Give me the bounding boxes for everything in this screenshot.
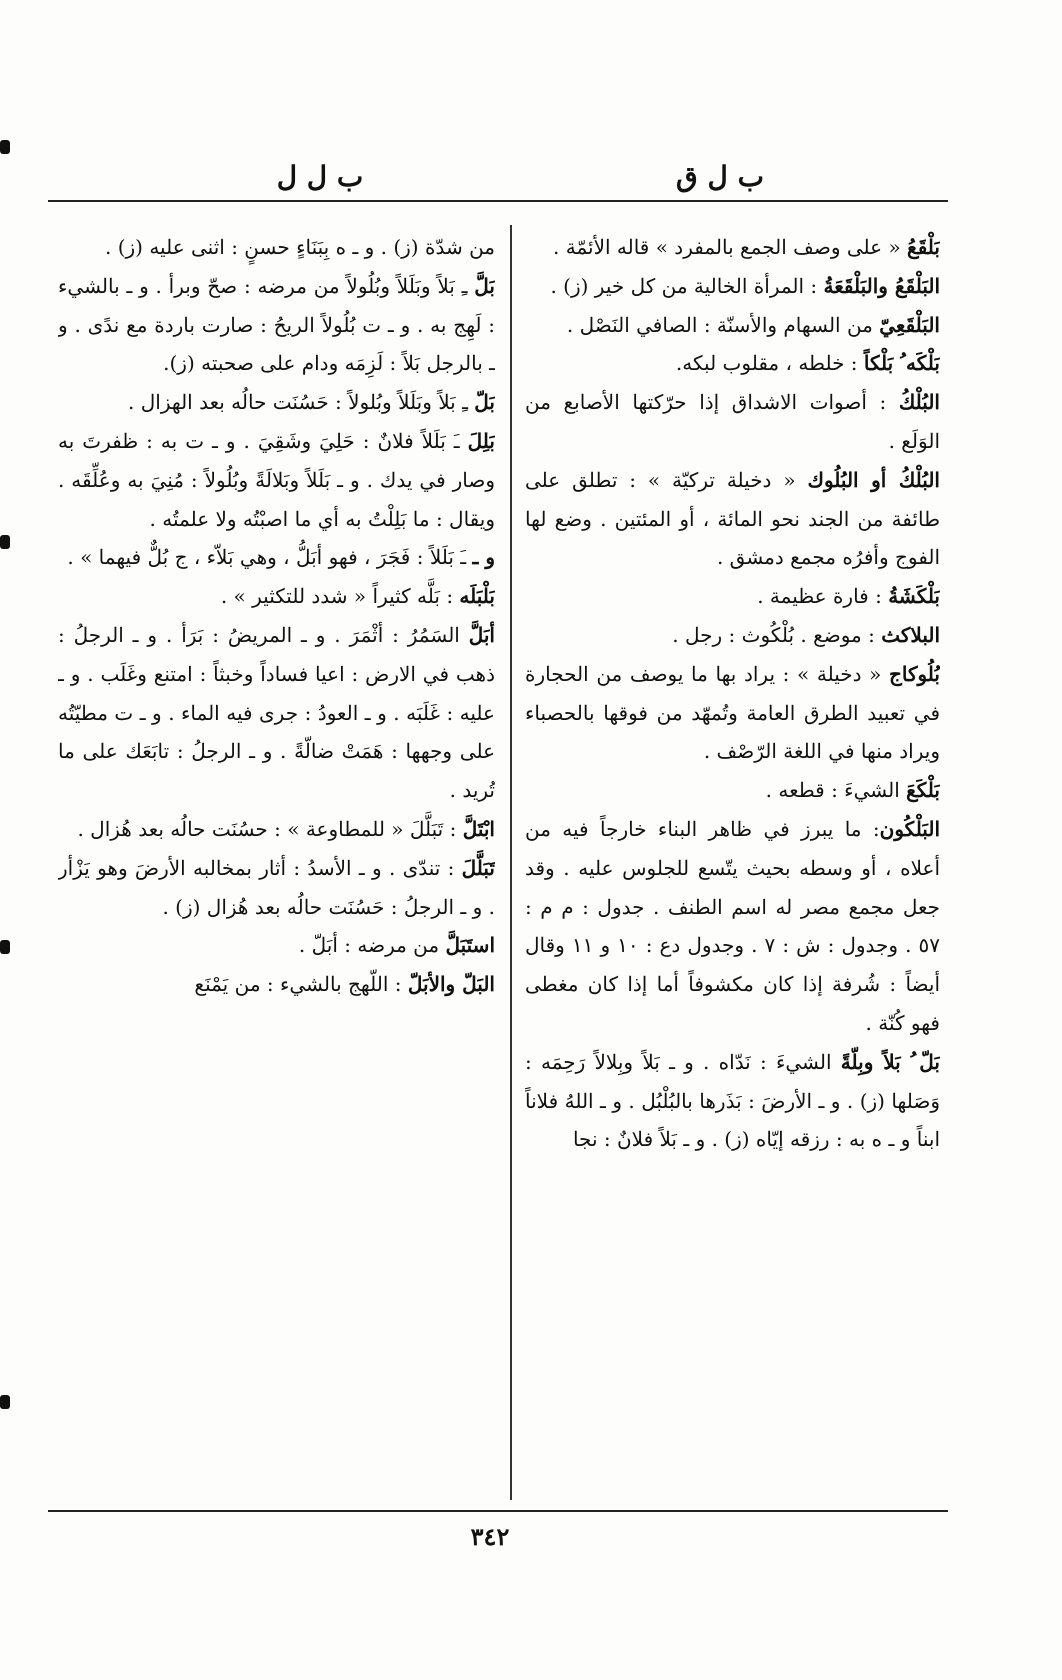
- scan-edge-mark: [0, 140, 10, 154]
- entry-definition: من شدّة (ز) . و ـ ه بِبَنَاءٍ حسنٍ : اثنى عليه (ز) .: [105, 235, 495, 259]
- entry-definition: من مرضه : أبَلّ .: [298, 933, 446, 958]
- entry-headword: البَلْكُون: [879, 816, 940, 841]
- dictionary-entry: [58, 577, 495, 616]
- column-divider: [510, 225, 512, 1500]
- entry-headword: البَلْقَعِيّ: [879, 312, 940, 337]
- right-column: [525, 228, 940, 1503]
- dictionary-entry: [58, 926, 495, 965]
- entry-definition: : المرأة الخالية من كل خير (ز) .: [550, 273, 824, 298]
- entry-headword: بَلّ: [474, 390, 495, 415]
- entry-definition: ـَ بَلَلاً فلانٌ : حَلِيَ وشَقِيَ . و ـ ت به : ظفرتَ به وصار في يدك . و ـ بَلَلاً وبَلالَةً وبُلُولاً : مُنِيَ به وعُلِّقَه . ويقال : ما بَلِلْتُ به أي ما اصبْتُه ولا علمتُه .: [58, 428, 495, 531]
- entry-definition: « دخيلة » : يراد بها ما يوصف من الحجارة في تعبيد الطرق العامة وتُمهّد من فوقها بالحصباء ويراد منها في اللغة الرّصْف .: [525, 661, 940, 764]
- entry-headword: بَلْكَه ُ بَلْكاً: [863, 351, 940, 376]
- dictionary-entry: [58, 383, 495, 422]
- entry-definition: من السهام والأسنّة : الصافي النَصْل .: [566, 312, 880, 337]
- entry-definition: ـَ بَلَلاً : فَجَرَ ، فهو أبَلُّ ، وهي بَلاّء ، ج بُلٌّ فيهما » .: [67, 545, 473, 570]
- dictionary-entry: [525, 771, 940, 810]
- entry-definition: : موضع . بُلْكُوث : رجل .: [672, 622, 882, 647]
- entry-headword: البَلْقَعُ والبَلْقَعَةُ: [823, 273, 940, 298]
- dictionary-entry: [525, 306, 940, 345]
- dictionary-entry: [58, 616, 495, 810]
- entry-headword: استَبَلَّ: [445, 933, 495, 958]
- dictionary-entry: [58, 849, 495, 927]
- entry-definition: ـِ بَلاً وبَلَلاً وبُلولاً : حَسُنَت حالُه بعد الهزال .: [128, 390, 475, 415]
- scan-edge-mark: [0, 535, 10, 549]
- column-root-heading-right: ب ل ق: [676, 160, 764, 193]
- dictionary-entry: [58, 965, 495, 1004]
- entry-headword: البلاكث: [881, 622, 940, 647]
- top-rule: [48, 200, 948, 202]
- entry-headword: البُلْكُ: [898, 390, 940, 415]
- dictionary-entry: [525, 344, 940, 383]
- bottom-rule: [48, 1510, 948, 1512]
- dictionary-entry: [525, 616, 940, 655]
- entry-definition: الشيءَ : قطعه .: [765, 778, 907, 803]
- entry-headword: بَلّ ُ بَلاً وبِلّةً: [840, 1049, 940, 1074]
- dictionary-entry: [525, 577, 940, 616]
- entry-definition: : خلطه ، مقلوب لبكه.: [675, 351, 864, 376]
- dictionary-entry: [525, 461, 940, 577]
- entry-definition: الشيءَ : نَدّاه . و ـ بَلاً وبِلالاً رَحِمَه : وَصَلها (ز) . و ـ الأرضَ : بَذَرها بالبُلْبُل . و ـ اللهُ فلاناً ابناً و ـ ه به : رزقه إيّاه (ز) . و ـ بَلاً فلانٌ : نجا: [525, 1049, 940, 1152]
- entry-definition: : فارة عظيمة .: [757, 584, 889, 609]
- entry-headword: بَلْكَعَ: [906, 778, 940, 803]
- entry-headword: تَبَلَّلَ: [461, 855, 495, 880]
- scan-edge-mark: [0, 940, 10, 954]
- dictionary-entry: [58, 228, 495, 267]
- entry-headword: البُلْكُ أو البُلُوك: [807, 467, 940, 492]
- entry-definition: : اللّهج بالشيء : من يَمْنَع: [194, 972, 408, 997]
- page-number: ٣٤٢: [470, 1522, 510, 1551]
- entry-headword: بُلُوكاج: [888, 661, 940, 686]
- entry-headword: البَلّ والأبَلّ: [407, 972, 495, 997]
- dictionary-entry: [525, 655, 940, 771]
- scan-edge-mark: [0, 1395, 10, 1409]
- entry-headword: و ـ: [472, 545, 495, 570]
- dictionary-entry: [525, 1043, 940, 1159]
- entry-headword: بَلَّ: [474, 273, 495, 298]
- entry-definition: : تَبَلَّلَ « للمطاوعة » : حسُنَت حالُه بعد هُزال .: [77, 816, 463, 841]
- dictionary-entry: [525, 267, 940, 306]
- entry-definition: « دخيلة تركيّة » : تطلق على طائفة من الجند نحو المائة ، أو المئتين . وضع لها الفوج وأفرُه مجمع دمشق .: [525, 467, 940, 570]
- entry-headword: ابْتَلَّ: [462, 816, 495, 841]
- dictionary-entry: [58, 422, 495, 538]
- entry-definition: : ما يبرز في ظاهر البناء خارجاً فيه من أعلاه ، أو وسطه بحيث يتّسع للجلوس عليه . وقد جعل مجمع مصر له اسم الطنف . جدول : م م : ٥٧ . وجدول : ش : ٧ . وجدول دع : ١٠ و ١١ وقال أيضاً : شُرفة إذا كان مكشوفاً أما إذا كان مغطى فهو كُنّة .: [525, 816, 940, 1035]
- dictionary-entry: [58, 538, 495, 577]
- dictionary-entry: [525, 383, 940, 461]
- dictionary-entry: [58, 810, 495, 849]
- entry-definition: : بَلَّه كثيراً « شدد للتكثير » .: [220, 584, 460, 609]
- entry-definition: السَمُرُ : أثْمَرَ . و ـ المريضُ : بَرَأ . و ـ الرجلُ : ذهب في الارض : اعيا فساداً وخبثاً : امتنع وغَلَب . و ـ عليه : غَلَبَه . و ـ العودُ : جرى فيه الماء . و ـ ت مطيّتُه على وجهها : هَمَتْ ضالّةً . و ـ الرجلُ : تابَعَك على ما تُريد .: [58, 622, 495, 803]
- entry-definition: « على وصف الجمع بالمفرد » قاله الأئمّة .: [553, 235, 908, 259]
- left-column: [58, 228, 495, 1503]
- entry-headword: بَلْكَشَةُ: [888, 584, 940, 609]
- entry-definition: ـِ بَلاً وبَلَلاً وبُلُولاً من مرضه : صحّ وبرأ . و ـ بالشيء : لَهِج به . و ـ ت بُلُولاً الريحُ : صارت باردة مع ندًى . و ـ بالرجل بَلاً : لَزِمَه ودام على صحبته (ز).: [58, 273, 495, 376]
- dictionary-entry: [58, 267, 495, 383]
- column-root-heading-left: ب ل ل: [276, 160, 364, 193]
- entry-headword: بَلِلَ: [467, 428, 495, 453]
- entry-headword: بَلْقَعُ: [907, 235, 940, 259]
- dictionary-entry: [525, 228, 940, 267]
- entry-headword: بَلْبَلَه: [459, 584, 495, 609]
- entry-headword: أبَلَّ: [468, 622, 495, 647]
- dictionary-entry: [525, 810, 940, 1043]
- entry-definition: : أصوات الاشداق إذا حرّكتها الأصابع من الوَلَع .: [525, 390, 940, 453]
- entry-definition: : تندّى . و ـ الأسدُ : أثار بمخالبه الأرضَ وهو يَزْأر . و ـ الرجلُ : حَسُنَت حالُه بعد هُزال (ز) .: [58, 855, 495, 919]
